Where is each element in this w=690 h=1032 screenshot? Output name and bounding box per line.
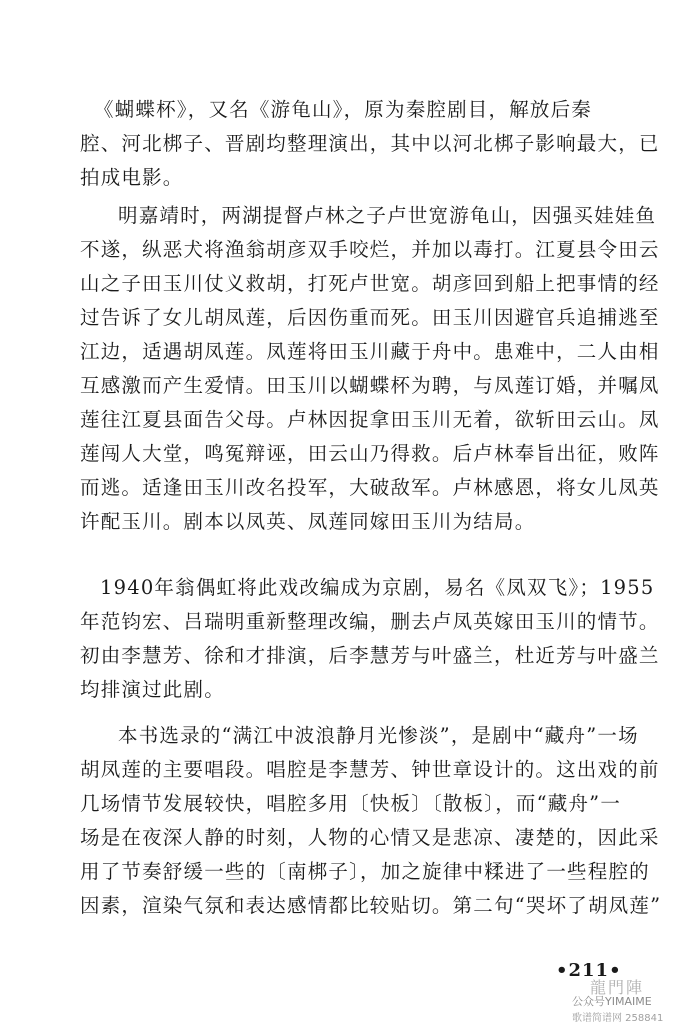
text-line: 明嘉靖时，两湖提督卢林之子卢世宽游龟山，因强买娃娃鱼	[118, 204, 657, 227]
text-line: 互感激而产生爱情。田玉川以蝴蝶杯为聘，与凤莲订婚，并嘱凤	[80, 374, 660, 397]
watermark	[572, 975, 684, 1027]
text-line: 江边，适遇胡凤莲。凤莲将田玉川藏于舟中。患难中，二人由相	[80, 340, 660, 363]
text-line: 本书选录的“满江中波浪静月光惨淡”，是剧中“藏舟”一场	[118, 724, 639, 747]
text-line: 胡凤莲的主要唱段。唱腔是李慧芳、钟世章设计的。这出戏的前	[80, 758, 660, 781]
text-line: 过告诉了女儿胡凤莲，后因伤重而死。田玉川因避官兵追捕逃至	[80, 306, 660, 329]
text-line: 山之子田玉川仗义救胡，打死卢世宽。胡彦回到船上把事情的经	[80, 272, 660, 295]
text-line: 拍成电影。	[80, 166, 184, 189]
text-line: 1940年翁偶虹将此戏改编成为京剧，易名《凤双飞》；1955	[100, 576, 655, 599]
watermark-site: 歌谱简谱网 258841	[572, 1013, 664, 1024]
text-line: 腔、河北梆子、晋剧均整理演出，其中以河北梆子影响最大，已	[80, 132, 660, 155]
text-line: 许配玉川。剧本以凤英、凤莲同嫁田玉川为结局。	[80, 510, 536, 533]
watermark-brand: 公众号YIMAIME	[572, 995, 652, 1008]
page-number: •211•	[556, 960, 622, 981]
text-line: 莲往江夏县面告父母。卢林因捉拿田玉川无着，欲斩田云山。凤	[80, 408, 660, 431]
text-line: 《蝴蝶杯》，又名《游龟山》，原为秦腔剧目，解放后秦	[94, 98, 593, 121]
text-line: 而逃。适逢田玉川改名投军，大破敌军。卢林感恩，将女儿凤英	[80, 476, 660, 499]
text-line: 不遂，纵恶犬将渔翁胡彦双手咬烂，并加以毒打。江夏县令田云	[80, 238, 660, 261]
text-line: 年范钧宏、吕瑞明重新整理改编，删去卢凤英嫁田玉川的情节。	[80, 610, 660, 633]
text-line: 场是在夜深人静的时刻，人物的心情又是悲凉、凄楚的，因此采	[80, 826, 660, 849]
text-line: 因素，渲染气氛和表达感情都比较贴切。第二句“哭坏了胡凤莲”	[80, 894, 662, 917]
text-line: 初由李慧芳、徐和才排演，后李慧芳与叶盛兰，杜近芳与叶盛兰	[80, 644, 660, 667]
text-line: 莲闯人大堂，鸣冤辩诬，田云山乃得救。后卢林奉旨出征，败阵	[80, 442, 660, 465]
watermark-logo: 龍門陣	[590, 978, 645, 997]
text-line: 均排演过此剧。	[80, 678, 225, 701]
text-line: 用了节奏舒缓一些的〔南梆子〕，加之旋律中糅进了一些程腔的	[80, 860, 650, 883]
text-line: 几场情节发展较快，唱腔多用〔快板〕〔散板〕，而“藏舟”一	[80, 792, 622, 815]
